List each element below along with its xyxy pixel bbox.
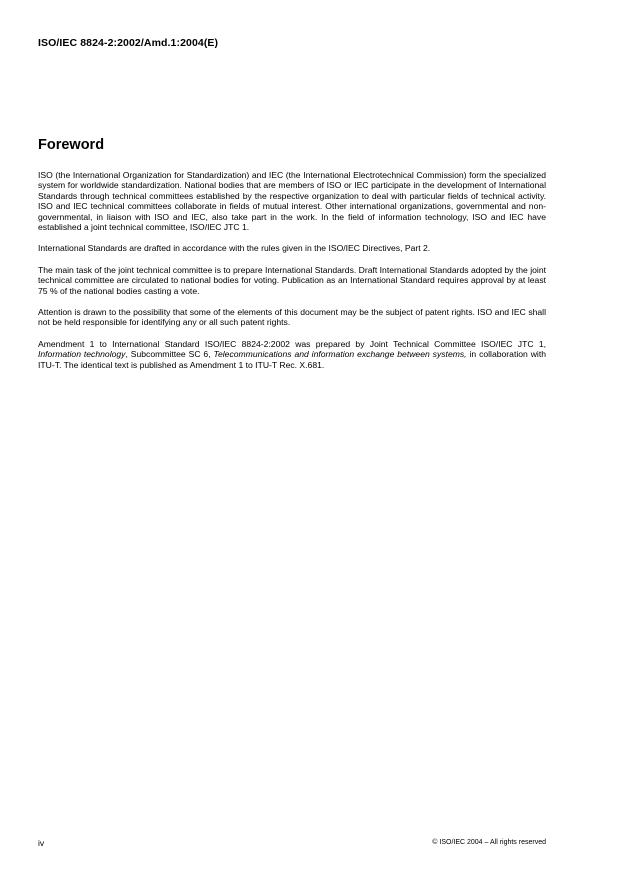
foreword-title: Foreword bbox=[38, 137, 105, 153]
paragraph-5-italic-1: Information technology bbox=[38, 349, 126, 360]
page-number: iv bbox=[38, 838, 45, 848]
paragraph-5-text-2: , Subcommittee SC 6, bbox=[125, 349, 214, 360]
foreword-paragraph-2: International Standards are drafted in accordance with the rules given in the ISO/IEC Directives, Part 2. bbox=[38, 243, 431, 254]
foreword-paragraph-1: ISO (the International Organization for Standardization) and IEC (the International Electrotechnical Commission) form the specialized system for worldwide standardization. National bodies that are members of ISO or IEC participate in the development of International Standards through technical committees established by the respective organization to deal with particular fields of technical activity. ISO and IEC technical committees collaborate in fields of mutual interest. Other international organizations, governmental and non-governmental, in liaison with ISO and IEC, also take part in the work. In the field of information technology, ISO and IEC have established a joint technical committee, ISO/IEC JTC 1. bbox=[38, 170, 546, 233]
foreword-body bbox=[38, 170, 546, 381]
foreword-paragraph-5 bbox=[38, 339, 546, 370]
paragraph-5-text-3: in collaboration with ITU-T. The identical text is published as Amendment 1 to ITU-T Rec. X.681. bbox=[38, 349, 546, 370]
paragraph-5-italic-2: Telecommunications and information exchange between systems, bbox=[213, 349, 467, 360]
document-header: ISO/IEC 8824-2:2002/Amd.1:2004(E) bbox=[38, 37, 219, 49]
foreword-paragraph-4: Attention is drawn to the possibility that some of the elements of this document may be the subject of patent rights. ISO and IEC shall not be held responsible for identifying any or all such patent rights. bbox=[38, 307, 546, 328]
copyright-notice: © ISO/IEC 2004 – All rights reserved bbox=[432, 839, 546, 846]
foreword-paragraph-3: The main task of the joint technical committee is to prepare International Standards. Draft International Standards adopted by the joint technical committee are circulated to national bodies for voting. Publication as an International Standard requires approval by at least 75 % of the national bodies casting a vote. bbox=[38, 264, 546, 296]
paragraph-5-text-1: Amendment 1 to International Standard ISO/IEC 8824-2:2002 was prepared by Joint Technical Committee ISO/IEC JTC 1, bbox=[38, 338, 546, 349]
